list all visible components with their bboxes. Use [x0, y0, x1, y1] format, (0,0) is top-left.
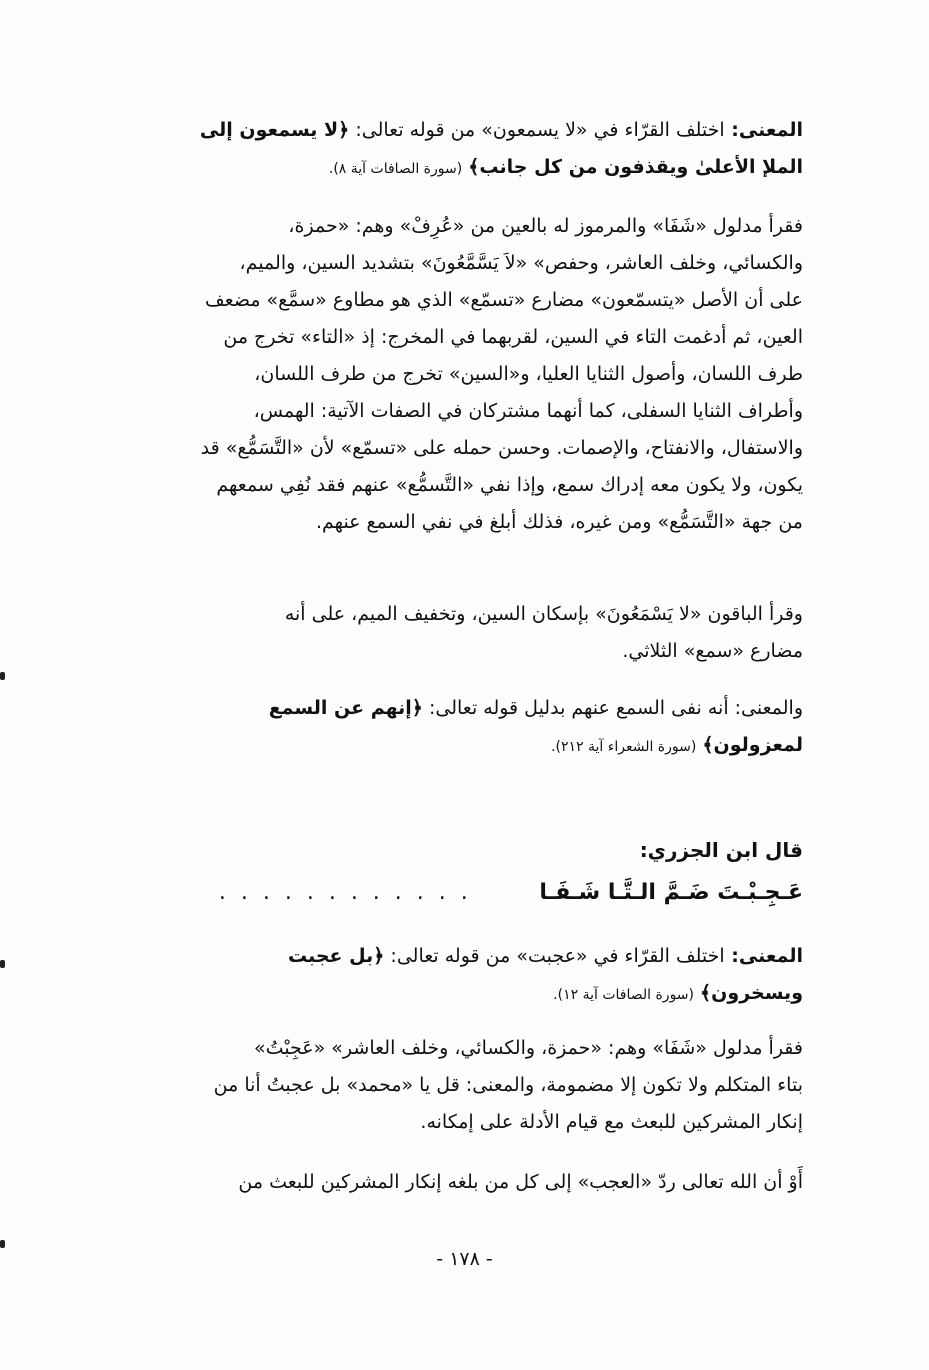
paragraph-other-readers [103, 596, 803, 670]
text-line: مضارع «سمع» الثلاثي. [622, 640, 803, 662]
text-line [103, 690, 803, 727]
quran-quote: ﴿إنهم عن السمع [268, 697, 423, 719]
quran-quote: ﴿لا يسمعون إلى [199, 119, 350, 141]
verse-heading: قال ابن الجزري: [639, 838, 803, 862]
surah-reference: (سورة الشعراء آية ٢١٢). [551, 739, 697, 755]
text-line [103, 975, 803, 1014]
quran-quote: الملإ الأعلىٰ ويقذفون من كل جانب﴾ [468, 156, 803, 178]
text-span: اختلف القرّاء في «عجبت» من قوله تعالى: [384, 945, 725, 967]
verse-text: عَـجِـبْـتَ ضَـمَّ الـتَّـا شَـفَـا [539, 880, 803, 905]
text-line: وأطراف الثنايا السفلى، كما أنهما مشتركان في الصفات الآتية: الهمس، [253, 400, 803, 422]
paragraph-meaning-ajibta [103, 938, 803, 1014]
text-line: فقرأ مدلول «شَفَا» والمرموز له بالعين من «عُرِفْ» وهم: «حمزة، [288, 215, 803, 237]
scan-margin-mark [0, 672, 5, 680]
text-line: طرف اللسان، وأصول الثنايا العليا، و«السين» تخرج من طرف اللسان، [254, 363, 803, 385]
text-line: العين، ثم أدغمت التاء في السين، لقربهما في المخرج: إذ «التاء» تخرج من [223, 326, 803, 348]
text-line [103, 727, 803, 766]
text-line: على أن الأصل «يتسمّعون» مضارع «تسمّع» الذي هو مطاوع «سمَّع» مضعف [205, 289, 803, 311]
quran-quote: ويسخرون﴾ [700, 982, 803, 1004]
text-line [103, 112, 803, 149]
text-span: اختلف القرّاء في «لا يسمعون» من قوله تعالى: [349, 119, 725, 141]
verse-line [103, 880, 803, 905]
paragraph-meaning-yasmaun [103, 112, 803, 188]
text-line: وقرأ الباقون «لا يَسْمَعُونَ» بإسكان السين، وتخفيف الميم، على أنه [284, 603, 803, 625]
paragraph-reading-ajibtu [103, 1030, 803, 1141]
text-line: والكسائي، وخلف العاشر، وحفص» «لاَ يَسَّمَّعُونَ» بتشديد السين، والميم، [239, 252, 803, 274]
paragraph-reading-shafa [103, 208, 803, 541]
text-line: والاستفال، والانفتاح، والإصمات. وحسن حمله على «تسمّع» لأن «التَّسَمُّع» قد [200, 437, 803, 459]
label-meaning: المعنى: [724, 945, 803, 967]
quran-quote: لمعزولون﴾ [702, 734, 803, 756]
paragraph-meaning-evidence [103, 690, 803, 766]
scan-margin-mark [0, 1240, 5, 1248]
text-line: يكون، ولا يكون معه إدراك سمع، وإذا نفي «التَّسمُّع» عنهم فقد نُفِي سمعهم [216, 474, 803, 496]
text-line: فقرأ مدلول «شَفَا» وهم: «حمزة، والكسائي، وخلف العاشر» «عَجِبْتُ» [254, 1037, 803, 1059]
quran-quote: ﴿بل عجبت [287, 945, 385, 967]
text-line [103, 149, 803, 188]
text-line: أَوْ أن الله تعالى ردّ «العجب» إلى كل من بلغه إنكار المشركين للبعث من [238, 1171, 803, 1193]
scan-margin-mark [0, 960, 5, 968]
text-line: إنكار المشركين للبعث مع قيام الأدلة على إمكانه. [420, 1111, 803, 1133]
label-meaning: المعنى: [724, 119, 803, 141]
text-span: والمعنى: أنه نفى السمع عنهم بدليل قوله تعالى: [422, 697, 803, 719]
text-line [103, 938, 803, 975]
text-line: بتاء المتكلم ولا تكون إلا مضمومة، والمعنى: قل يا «محمد» بل عجبتُ أنا من [213, 1074, 803, 1096]
page-number: - ١٧٨ - [436, 1248, 493, 1270]
text-line: من جهة «التَّسَمُّع» ومن غيره، فذلك أبلغ في نفي السمع عنهم. [316, 511, 803, 533]
surah-reference: (سورة الصافات آية ٨). [328, 161, 463, 177]
surah-reference: (سورة الصافات آية ١٢). [553, 987, 694, 1003]
verse-dots: . . . . . . . . . . . . [218, 880, 472, 905]
paragraph-alternative [103, 1164, 803, 1201]
